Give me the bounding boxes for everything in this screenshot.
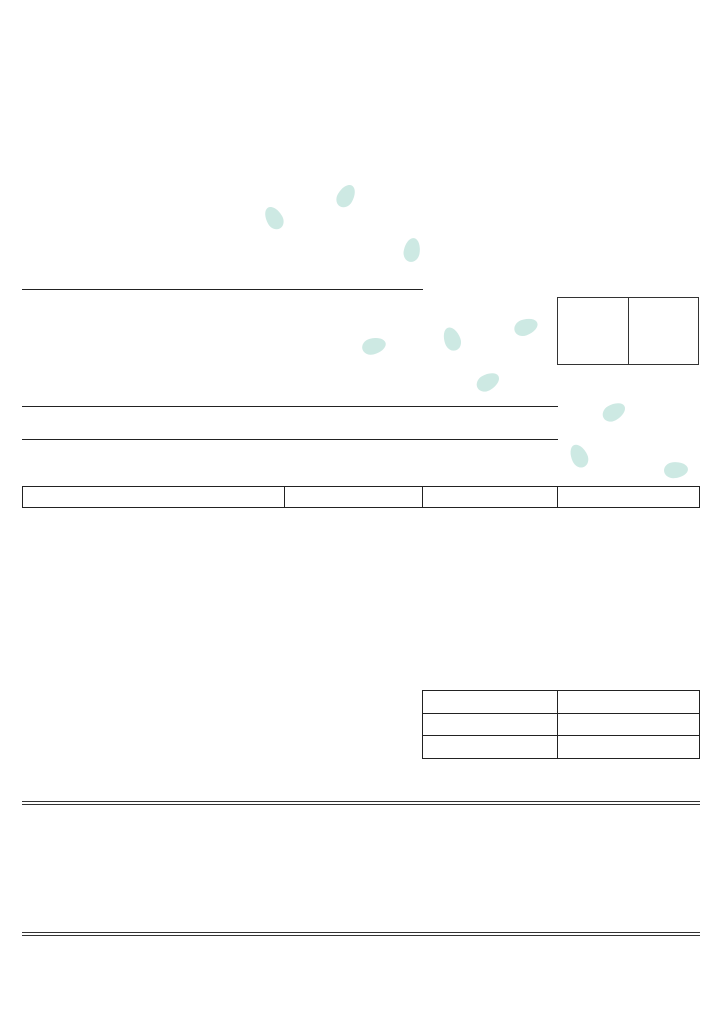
subject-line [22,406,558,407]
table-header-row [23,487,700,508]
grass-border [18,915,708,1001]
petal-icon [663,461,688,479]
petal-icon [440,325,463,353]
daffodil-cluster-top [30,62,330,192]
petal-icon [474,369,503,395]
petal-icon [512,315,540,338]
amount-line [22,439,558,440]
petal-icon [360,335,387,357]
summary-row [423,736,700,759]
daffodil-field [70,696,380,806]
header-item-name [23,487,285,508]
summary-table [422,690,700,759]
total-value[interactable] [558,736,700,759]
petal-icon [567,442,592,471]
petal-icon [261,204,287,233]
petal-icon [333,182,359,211]
subtotal-value[interactable] [558,691,700,714]
stamp-box [557,297,699,365]
header-quantity [284,487,423,508]
tax-value[interactable] [558,713,700,736]
petal-icon [600,399,629,425]
summary-row [423,691,700,714]
total-label [423,736,558,759]
subtotal-label [423,691,558,714]
petal-icon [402,237,422,263]
tax-label [423,713,558,736]
header-unit-price [423,487,558,508]
recipient-line [22,289,423,290]
items-table [22,486,700,508]
footer-divider [22,801,700,805]
summary-row [423,713,700,736]
header-amount [558,487,700,508]
